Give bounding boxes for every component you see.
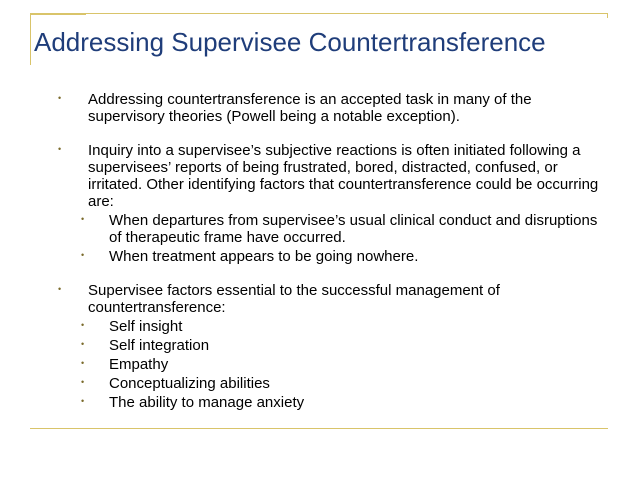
sub-bullet-text: The ability to manage anxiety: [109, 394, 305, 411]
sub-bullet-item: [0, 318, 608, 335]
sub-bullet-text: Empathy: [109, 356, 169, 373]
sub-bullet-text: When departures from supervisee’s usual clinical conduct and disruptions of therapeutic frame have occurred.: [109, 212, 598, 246]
bullet-icon: •: [81, 377, 85, 387]
sub-bullet-item: [0, 356, 608, 373]
bullet-icon: •: [81, 214, 85, 224]
sub-bullet-item: [0, 248, 608, 265]
sub-bullet-text: Conceptualizing abilities: [109, 375, 270, 392]
bullet-list: [0, 91, 638, 411]
top-rule: [30, 13, 608, 14]
bullet-icon: •: [81, 320, 85, 330]
sub-bullet-item: [0, 394, 608, 411]
top-rule-accent: [30, 13, 86, 15]
bullet-icon: •: [58, 144, 62, 154]
sub-bullet-item: [0, 212, 608, 246]
bullet-icon: •: [81, 396, 85, 406]
bullet-text: Supervisee factors essential to the successful management of countertransference:: [88, 282, 500, 316]
bullet-item: [0, 282, 608, 316]
bullet-text: Inquiry into a supervisee’s subjective reactions is often initiated following a supervisees’ reports of being frustrated, bored, distracted, confused, or irritated. Other identifying factors that countertransference could be occurring are:: [88, 142, 599, 210]
bullet-icon: •: [58, 284, 62, 294]
sub-bullet-text: When treatment appears to be going nowhere.: [109, 248, 419, 265]
sub-bullet-text: Self insight: [109, 318, 183, 335]
bullet-text: Addressing countertransference is an accepted task in many of the supervisory theories (Powell being a notable exception).: [88, 91, 532, 125]
sub-bullet-item: [0, 337, 608, 354]
bullet-icon: •: [81, 358, 85, 368]
right-rule-tick: [607, 13, 608, 18]
bullet-item: [0, 142, 608, 210]
bullet-icon: •: [58, 93, 62, 103]
sub-bullet-text: Self integration: [109, 337, 210, 354]
slide-title: Addressing Supervisee Countertransference: [34, 27, 546, 57]
bullet-icon: •: [81, 339, 85, 349]
left-rule: [30, 13, 31, 65]
bottom-rule: [30, 428, 608, 429]
sub-bullet-item: [0, 375, 608, 392]
bullet-icon: •: [81, 250, 85, 260]
bullet-item: [0, 91, 608, 125]
